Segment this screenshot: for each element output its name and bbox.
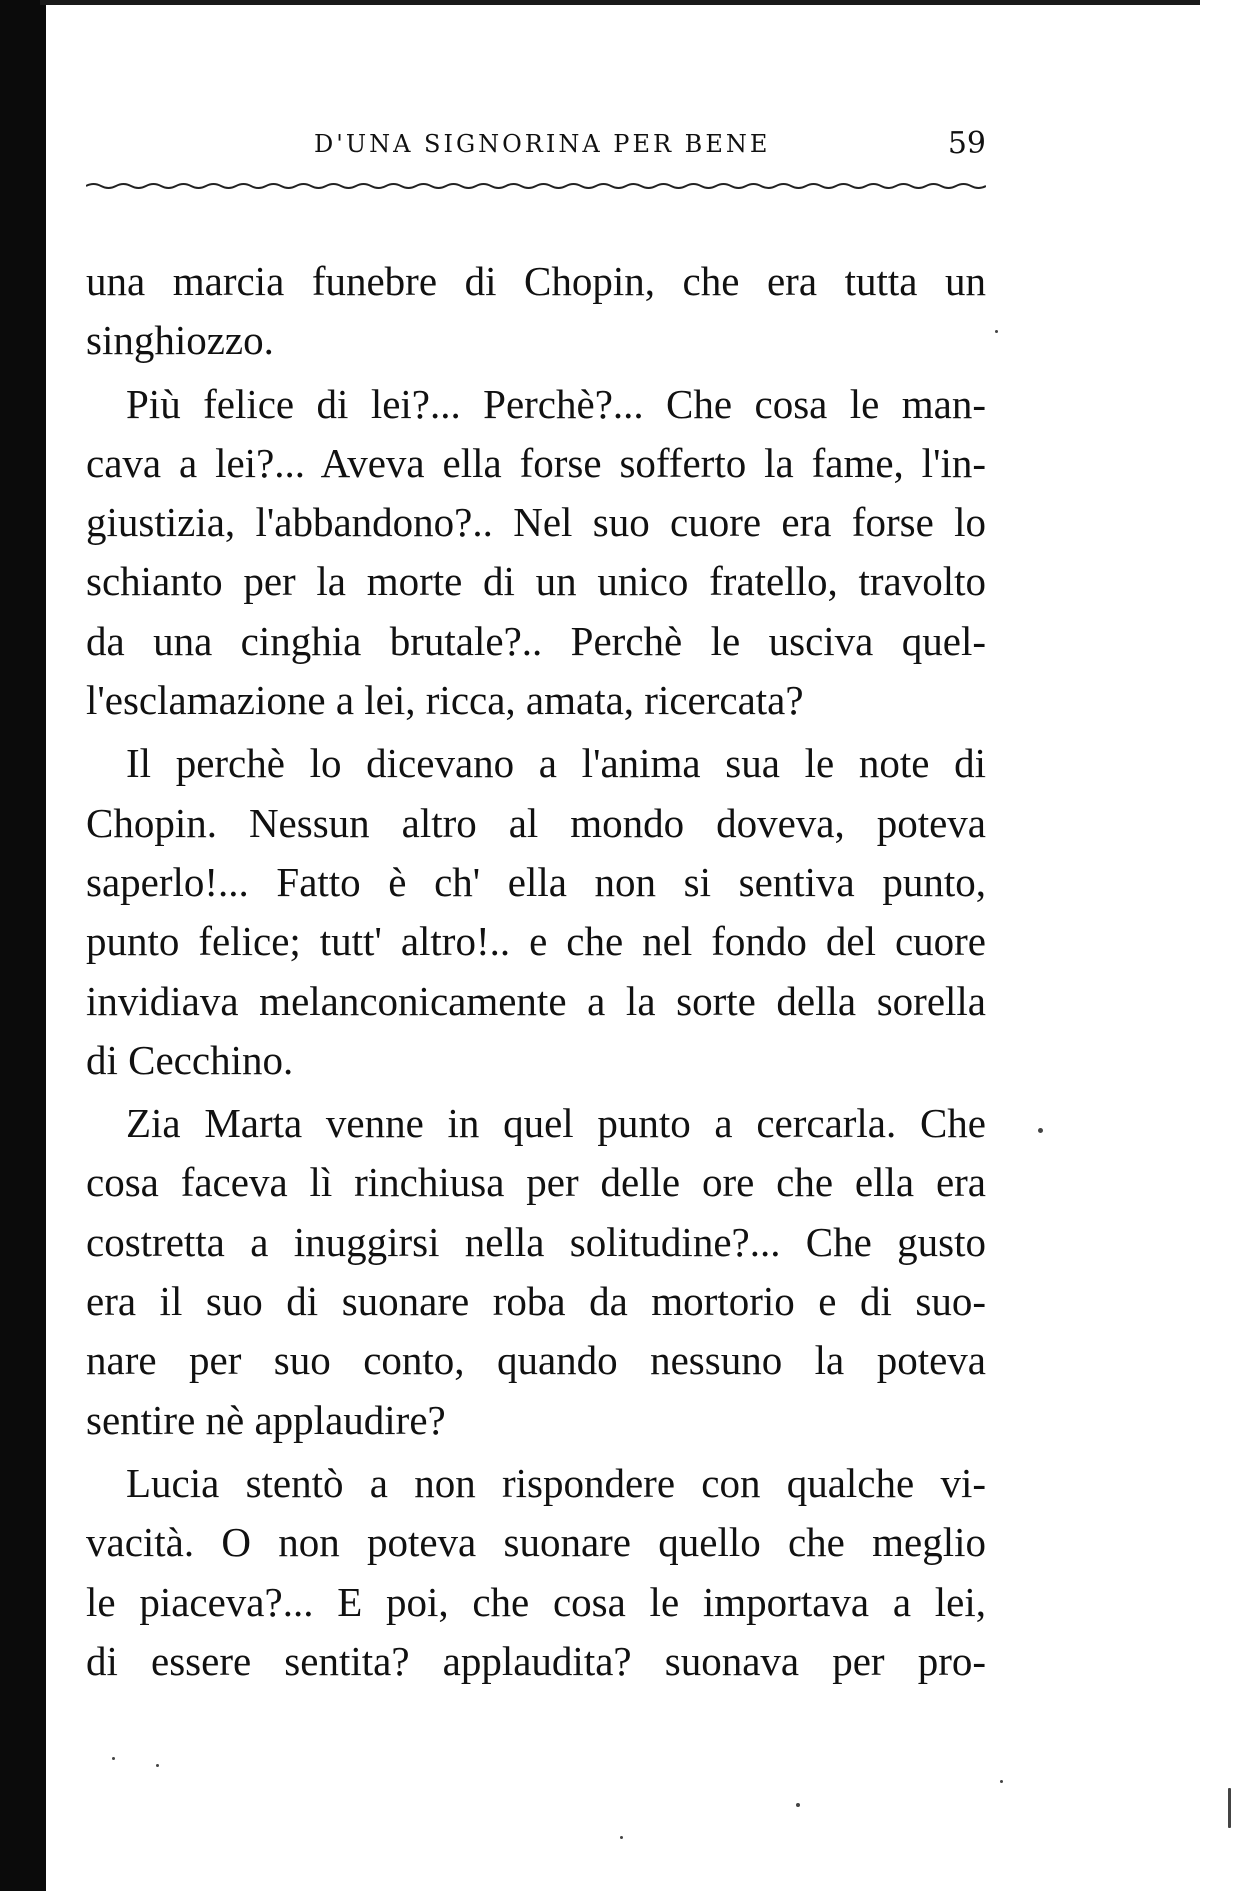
text-line: invidiava melanconicamente a la sorte della sorella — [86, 977, 986, 1024]
text-line: di Cecchino. — [86, 1036, 294, 1083]
text-line: l'esclamazione a lei, ricca, amata, ricercata? — [86, 677, 804, 724]
wavy-divider — [86, 178, 986, 194]
text-line: singhiozzo. — [86, 317, 274, 364]
text-line: Il perchè lo dicevano a l'anima sua le note di — [126, 740, 986, 787]
scan-speck — [1038, 1128, 1043, 1133]
text-line: le piaceva?... E poi, che cosa le importava a lei, — [86, 1578, 986, 1625]
text-line: saperlo!... Fatto è ch' ella non si sentiva punto, — [86, 858, 986, 905]
scan-speck — [112, 1757, 115, 1760]
scan-speck — [156, 1764, 159, 1767]
scan-speck — [620, 1836, 623, 1839]
text-line: punto felice; tutt' altro!.. e che nel fondo del cuore — [86, 918, 986, 965]
text-line: nare per suo conto, quando nessuno la poteva — [86, 1337, 986, 1384]
text-line: una marcia funebre di Chopin, che era tutta un — [86, 258, 986, 304]
text-line: Chopin. Nessun altro al mondo doveva, poteva — [86, 799, 986, 846]
text-line: schianto per la morte di un unico fratello, travolto — [86, 558, 986, 605]
text-line: da una cinghia brutale?.. Perchè le usciva quel- — [86, 617, 986, 664]
running-header — [86, 126, 986, 166]
scan-speck — [796, 1803, 800, 1807]
text-line: cosa faceva lì rinchiusa per delle ore che ella era — [86, 1159, 986, 1206]
text-line: vacità. O non poteva suonare quello che meglio — [86, 1519, 986, 1566]
body-text — [86, 252, 986, 1691]
scan-binding-edge — [0, 0, 46, 1891]
text-line: era il suo di suonare roba da mortorio e di suo- — [86, 1278, 986, 1325]
scan-speck — [1228, 1788, 1231, 1828]
scan-speck — [1000, 1780, 1003, 1783]
scan-speck — [995, 330, 998, 333]
text-line: giustizia, l'abbandono?.. Nel suo cuore era forse lo — [86, 499, 986, 546]
page-number: 59 — [947, 126, 986, 161]
text-line: Lucia stentò a non rispondere con qualche vi- — [126, 1459, 986, 1506]
text-line: Più felice di lei?... Perchè?... Che cosa le man- — [126, 380, 986, 427]
running-title: D'UNA SIGNORINA PER BENE — [314, 130, 771, 158]
text-line: di essere sentita? applaudita? suonava per pro- — [86, 1637, 986, 1684]
text-line: costretta a inuggirsi nella solitudine?... Che gusto — [86, 1218, 986, 1265]
text-line: Zia Marta venne in quel punto a cercarla. Che — [126, 1100, 986, 1147]
text-line: cava a lei?... Aveva ella forse sofferto la fame, l'in- — [86, 439, 986, 486]
scan-top-edge — [40, 0, 1200, 5]
text-line: sentire nè applaudire? — [86, 1396, 446, 1443]
